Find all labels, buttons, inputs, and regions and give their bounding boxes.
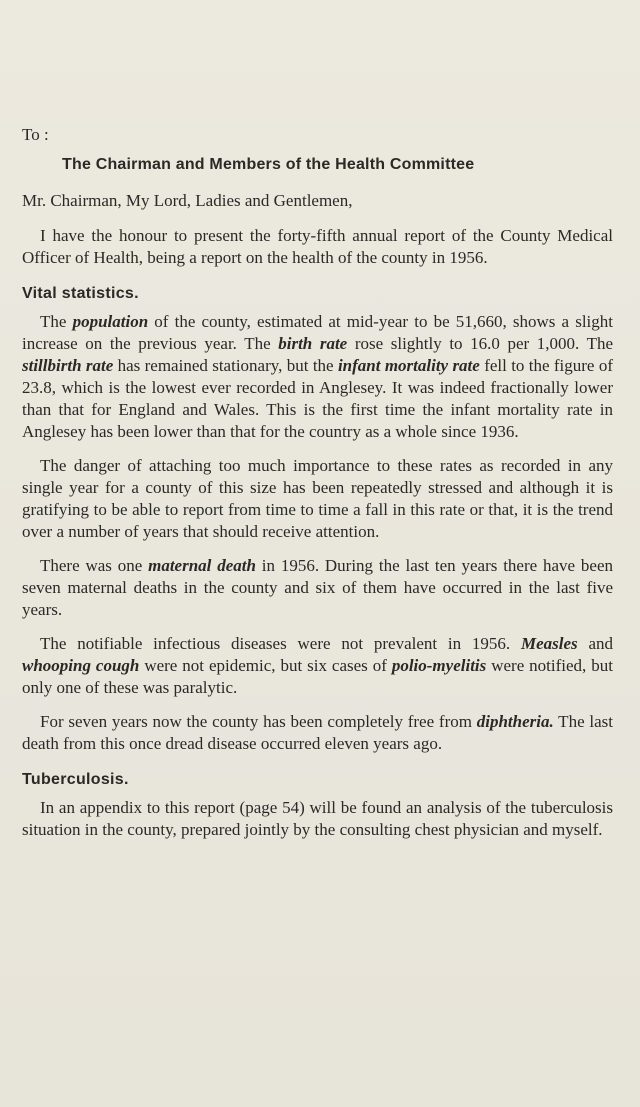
paragraph-tuberculosis: In an appendix to this report (page 54) will be found an analysis of the tuberculosis situation in the county, prepared jointly by the consulting chest physician and myself. (22, 798, 613, 839)
emphasis-birth-rate: birth rate (278, 334, 348, 353)
text-run: The notifiable infectious diseases were not prevalent in 1956. (40, 634, 521, 653)
paragraph-rates-caution: The danger of attaching too much importance to these rates as recorded in any single year for a county of this size has been repeatedly stressed and although it is gratifying to be able to report from time to time a fall in this rate or that, it is the trend over a number of years that should receive attention. (22, 456, 613, 541)
text-run: For seven years now the county has been completely free from (40, 712, 477, 731)
text-run: of the county, estimated at mid-year to be 51,660, shows a slight increase on the previous year. The (22, 312, 613, 353)
text-run: in 1956. During the last ten years there have been seven maternal deaths in the county and six of them have occurred in the last five years. (22, 556, 614, 619)
emphasis-population: population (72, 312, 149, 331)
emphasis-whooping-cough: whooping cough (22, 656, 140, 675)
section-title-tuberculosis: Tuberculosis. (22, 771, 129, 788)
paragraph-infectious-diseases (22, 633, 613, 699)
text-run: The (40, 312, 73, 331)
text-run: The last death from this once dread disease occurred eleven years ago. (22, 712, 613, 753)
text-run: has remained stationary, but the (113, 356, 338, 375)
committee-heading: The Chairman and Members of the Health Committee (62, 156, 475, 173)
text-run: and (577, 634, 614, 653)
emphasis-diphtheria: diphtheria. (476, 712, 554, 731)
emphasis-maternal-death: maternal death (148, 556, 256, 575)
emphasis-infant-mortality-rate: infant mortality rate (337, 356, 480, 375)
paragraph-population (22, 311, 613, 443)
text-run: were notified, but only one of these was paralytic. (22, 656, 613, 697)
text-run: fell to the figure of 23.8, which is the lowest ever recorded in Anglesey. It was indeed fractionally lower than that for England and Wales. This is the first time the infant mortality rate in Anglesey has been lower than that for the country as a whole since 1936. (22, 356, 613, 441)
emphasis-stillbirth-rate: stillbirth rate (22, 356, 114, 375)
emphasis-measles: Measles (520, 634, 578, 653)
text-run: rose slightly to 16.0 per 1,000. The (347, 334, 614, 353)
paragraph-diphtheria (22, 711, 613, 755)
intro-paragraph: I have the honour to present the forty-fifth annual report of the County Medical Officer of Health, being a report on the health of the county in 1956. (22, 226, 613, 267)
paragraph-maternal-death (22, 555, 613, 621)
report-text (22, 124, 613, 853)
address-to: To : (22, 125, 49, 144)
text-run: were not epidemic, but six cases of (139, 656, 392, 675)
salutation: Mr. Chairman, My Lord, Ladies and Gentlemen, (22, 191, 353, 210)
emphasis-poliomyelitis: polio-myelitis (391, 656, 487, 675)
section-title-vital-statistics: Vital statistics. (22, 285, 139, 302)
text-run: There was one (40, 556, 149, 575)
